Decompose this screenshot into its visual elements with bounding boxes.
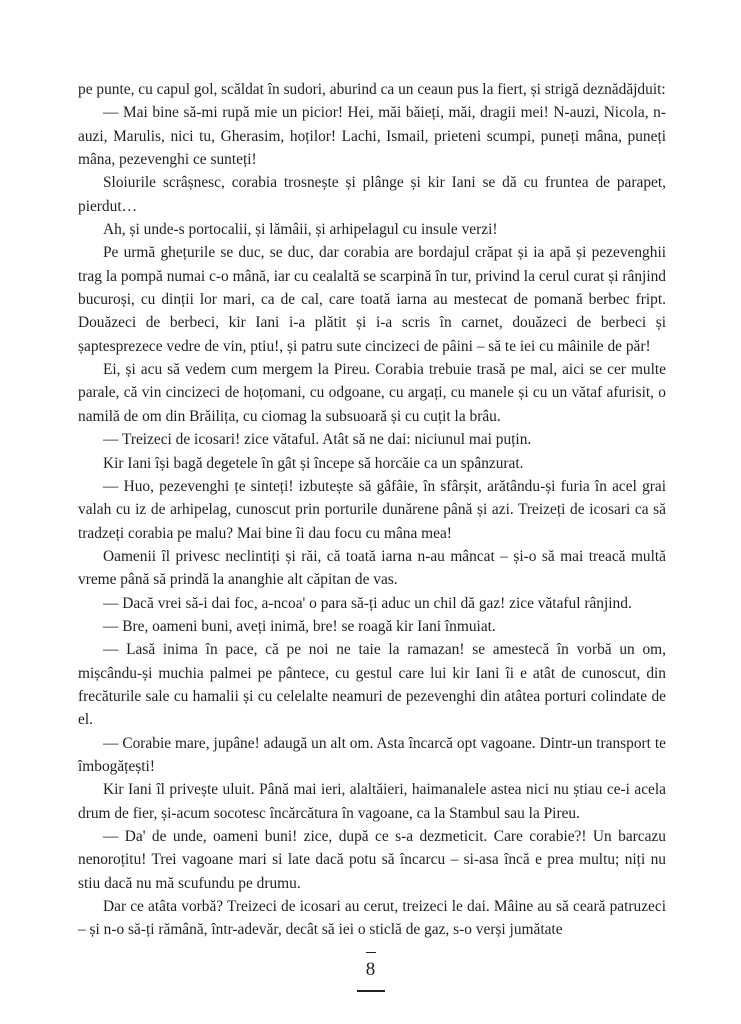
paragraph: Ah, și unde-s portocalii, și lămâii, și arhipelagul cu insule verzi! <box>103 221 498 239</box>
paragraph: pe punte, cu capul gol, scăldat în sudori, aburind ca un ceaun pus la fiert, și strigă deznădăjduit: <box>78 81 666 98</box>
page-number: 8 <box>365 959 376 980</box>
page-footer <box>0 952 741 992</box>
divider <box>357 990 385 992</box>
divider <box>366 952 376 953</box>
paragraph: — Dacă vrei să-i dai foc, a-ncoa' o para să-ți aduc un chil dă gaz! zice vătaful rânjind. <box>103 594 632 612</box>
paragraph: — Treizeci de icosari! zice vătaful. Atât să ne dai: niciunul mai puțin. <box>103 431 532 449</box>
paragraph: — Lasă inima în pace, că pe noi ne taie la ramazan! se amestecă în vorbă un om, mișcându-și muchia palmei pe pântece, cu gestul care lui kir Iani îi e atât de cunoscut, din frecăturile sale cu hamalii și cu celelalte neamuri de pezevenghi din atâtea porturi colindate de el. <box>78 641 666 729</box>
paragraph: Dar ce atâta vorbă? Treizeci de icosari au cerut, treizeci le dai. Mâine au să ceară patruzeci – și n-o să-ți rămână, într-adevăr, decât să iei o sticlă de gaz, s-o verși jumătate <box>78 898 666 939</box>
paragraph: Ei, și acu să vedem cum mergem la Pireu. Corabia trebuie trasă pe mal, aici se cer multe parale, că vin cincizeci de hoțomani, cu odgoane, cu argați, cu manele și cu un vătaf afurisit, o namilă de om din Brăilița, cu ciomag la subsuoară și cu cuțit la brâu. <box>78 361 666 425</box>
paragraph: Sloiurile scrâșnesc, corabia trosnește și plânge și kir Iani se dă cu fruntea de parapet, pierdut… <box>78 174 666 215</box>
paragraph: — Huo, pezevenghi țe sinteți! izbutește să gâfâie, în sfârșit, arătându-și furia în acel grai valah cu iz de arhipelag, cunoscut prin porturile dunărene până și azi. Treizeți de icosari ca să tradzeți corabia pe malu? Mai bine îi dau focu cu mâna mea! <box>78 477 666 542</box>
paragraph: Oamenii îl privesc neclintiți și răi, că toată iarna n-au mâncat – și-o să mai treacă multă vreme până să prindă la ananghie alt căpitan de vas. <box>78 547 666 589</box>
paragraph: — Da' de unde, oameni buni! zice, după ce s-a dezmeticit. Care corabie?! Un barcazu nenoroțitu! Trei vagoane mari si late dacă potu să încarcu – si-asa încă e prea multu; niți nu stiu dacă nu mă scufundu pe drumu. <box>78 828 666 892</box>
paragraph: — Bre, oameni buni, aveți inimă, bre! se roagă kir Iani înmuiat. <box>103 617 496 635</box>
body-text <box>78 78 666 942</box>
paragraph: — Mai bine să-mi rupă mie un picior! Hei, măi băieți, măi, dragii mei! N-auzi, Nicola, n-auzi, Marulis, nici tu, Gherasim, hoților! Lachi, Ismail, prieteni scumpi, puneți mâna, puneți mâna, pezevenghi ce sunteți! <box>78 104 666 169</box>
paragraph: — Corabie mare, jupâne! adaugă un alt om. Asta încarcă opt vagoane. Dintr-un transport te îmbogățești! <box>78 734 666 775</box>
paragraph: Kir Iani își bagă degetele în gât și începe să horcăie ca un spânzurat. <box>103 454 524 472</box>
paragraph: Kir Iani îl privește uluit. Până mai ieri, alaltăieri, haimanalele astea nici nu știau ce-i acela drum de fier, și-acum socotesc încărcătura în vagoane, ca la Stambul sau la Pireu. <box>78 781 666 822</box>
paragraph: Pe urmă ghețurile se duc, se duc, dar corabia are bordajul crăpat și ia apă și pezevenghii trag la pompă numai c-o mână, iar cu cealaltă se scarpină în tur, privind la cerul curat și rânjind bucuroși, cu dinții lor mari, ca de cal, care toată iarna au mestecat de pomană berbec fript. Douăzeci de berbeci, kir Iani i-a plătit și i-a scris în carnet, douăzeci de berbeci și șaptesprezece vedre de vin, ptiu!, și patru sute cincizeci de pâini – să te iei cu mâinile de păr! <box>78 244 666 355</box>
